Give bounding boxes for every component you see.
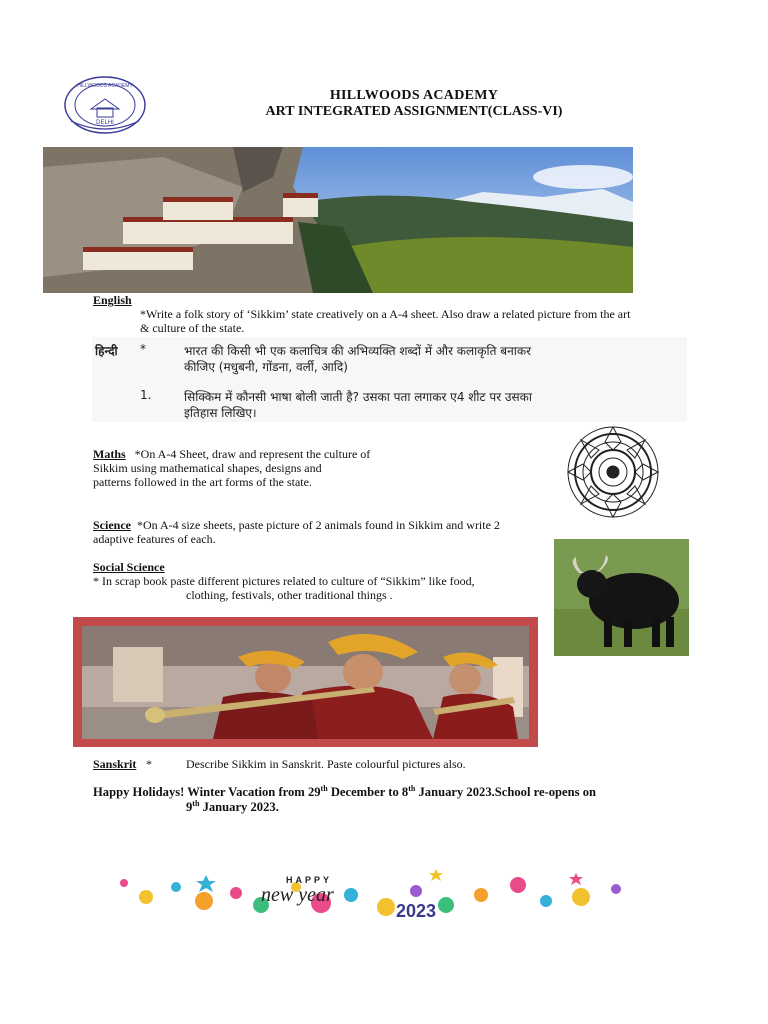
page-title: HILLWOODS ACADEMY bbox=[329, 88, 499, 103]
sanskrit-text: Describe Sikkim in Sanskrit. Paste colourful pictures also. bbox=[186, 757, 466, 771]
banner-happy: HAPPY bbox=[286, 875, 333, 885]
holiday-notice-line-1 bbox=[93, 784, 675, 800]
hindi-line-2: कीजिए (मधुबनी, गोंडना, वर्ली, आदि) bbox=[184, 360, 348, 374]
holiday-text-3: January 2023.School re-opens on bbox=[415, 785, 596, 799]
banner-year: 2023 bbox=[396, 901, 437, 921]
sanskrit-heading: Sanskrit bbox=[93, 757, 137, 771]
hindi-number: 1. bbox=[140, 388, 152, 402]
science-heading: Science bbox=[93, 518, 131, 532]
english-text bbox=[140, 307, 680, 335]
hindi-section bbox=[92, 337, 687, 422]
english-heading: English bbox=[93, 293, 132, 307]
yak-photo bbox=[554, 539, 689, 656]
holiday-sup-1: th bbox=[320, 783, 328, 793]
holiday-text-1: Happy Holidays! Winter Vacation from 29 bbox=[93, 785, 321, 799]
english-line-2: & culture of the state. bbox=[140, 321, 245, 335]
maths-line-1-text: *On A-4 Sheet, draw and represent the culture of bbox=[134, 447, 371, 461]
page-subtitle: ART INTEGRATED ASSIGNMENT(CLASS-VI) bbox=[265, 104, 563, 119]
hindi-bullet: * bbox=[140, 342, 146, 356]
monks-festival-photo bbox=[73, 617, 538, 747]
new-year-banner bbox=[86, 865, 646, 923]
hindi-line-3: सिक्किम में कौनसी भाषा बोली जाती है? उसका पता लगाकर ए4 शीट पर उसका bbox=[184, 390, 532, 404]
science-line-2: adaptive features of each. bbox=[93, 532, 216, 546]
hindi-heading: हिन्दी bbox=[95, 344, 118, 358]
banner-new-year: new year bbox=[261, 884, 334, 906]
holiday-text-2: December to 8 bbox=[327, 785, 409, 799]
holiday-notice-line-2 bbox=[186, 800, 279, 815]
svg-text:HILLWOODS ACADEMY: HILLWOODS ACADEMY bbox=[77, 83, 133, 89]
maths-heading: Maths bbox=[93, 447, 126, 461]
english-line-1: *Write a folk story of ‘Sikkim’ state creatively on a A-4 sheet. Also draw a related picture from the art bbox=[140, 307, 631, 321]
social-science-line-2: clothing, festivals, other traditional things . bbox=[186, 588, 393, 602]
science-line-1 bbox=[93, 518, 548, 532]
social-science-line-1: * In scrap book paste different pictures related to culture of “Sikkim” like food, bbox=[93, 574, 475, 588]
sanskrit-star: * bbox=[146, 757, 152, 771]
holiday-sup-3: th bbox=[192, 798, 200, 808]
svg-text:DELHI: DELHI bbox=[96, 120, 114, 126]
maths-line-1 bbox=[93, 447, 370, 461]
hindi-line-4: इतिहास लिखिए। bbox=[184, 406, 257, 420]
holiday-text-4: 9 bbox=[186, 800, 193, 814]
mandala-image bbox=[549, 424, 677, 520]
holiday-sup-2: th bbox=[408, 783, 416, 793]
science-line-1-text: *On A-4 size sheets, paste picture of 2 animals found in Sikkim and write 2 bbox=[137, 518, 500, 532]
monastery-photo bbox=[43, 147, 633, 293]
maths-line-2: Sikkim using mathematical shapes, designs and bbox=[93, 461, 322, 475]
social-science-heading: Social Science bbox=[93, 560, 165, 574]
hindi-line-1: भारत की किसी भी एक कलाचित्र की अभिव्यक्ति शब्दों में और कलाकृति बनाकर bbox=[184, 344, 531, 358]
holiday-text-5: January 2023. bbox=[199, 800, 279, 814]
maths-line-3: patterns followed in the art forms of the state. bbox=[93, 475, 312, 489]
